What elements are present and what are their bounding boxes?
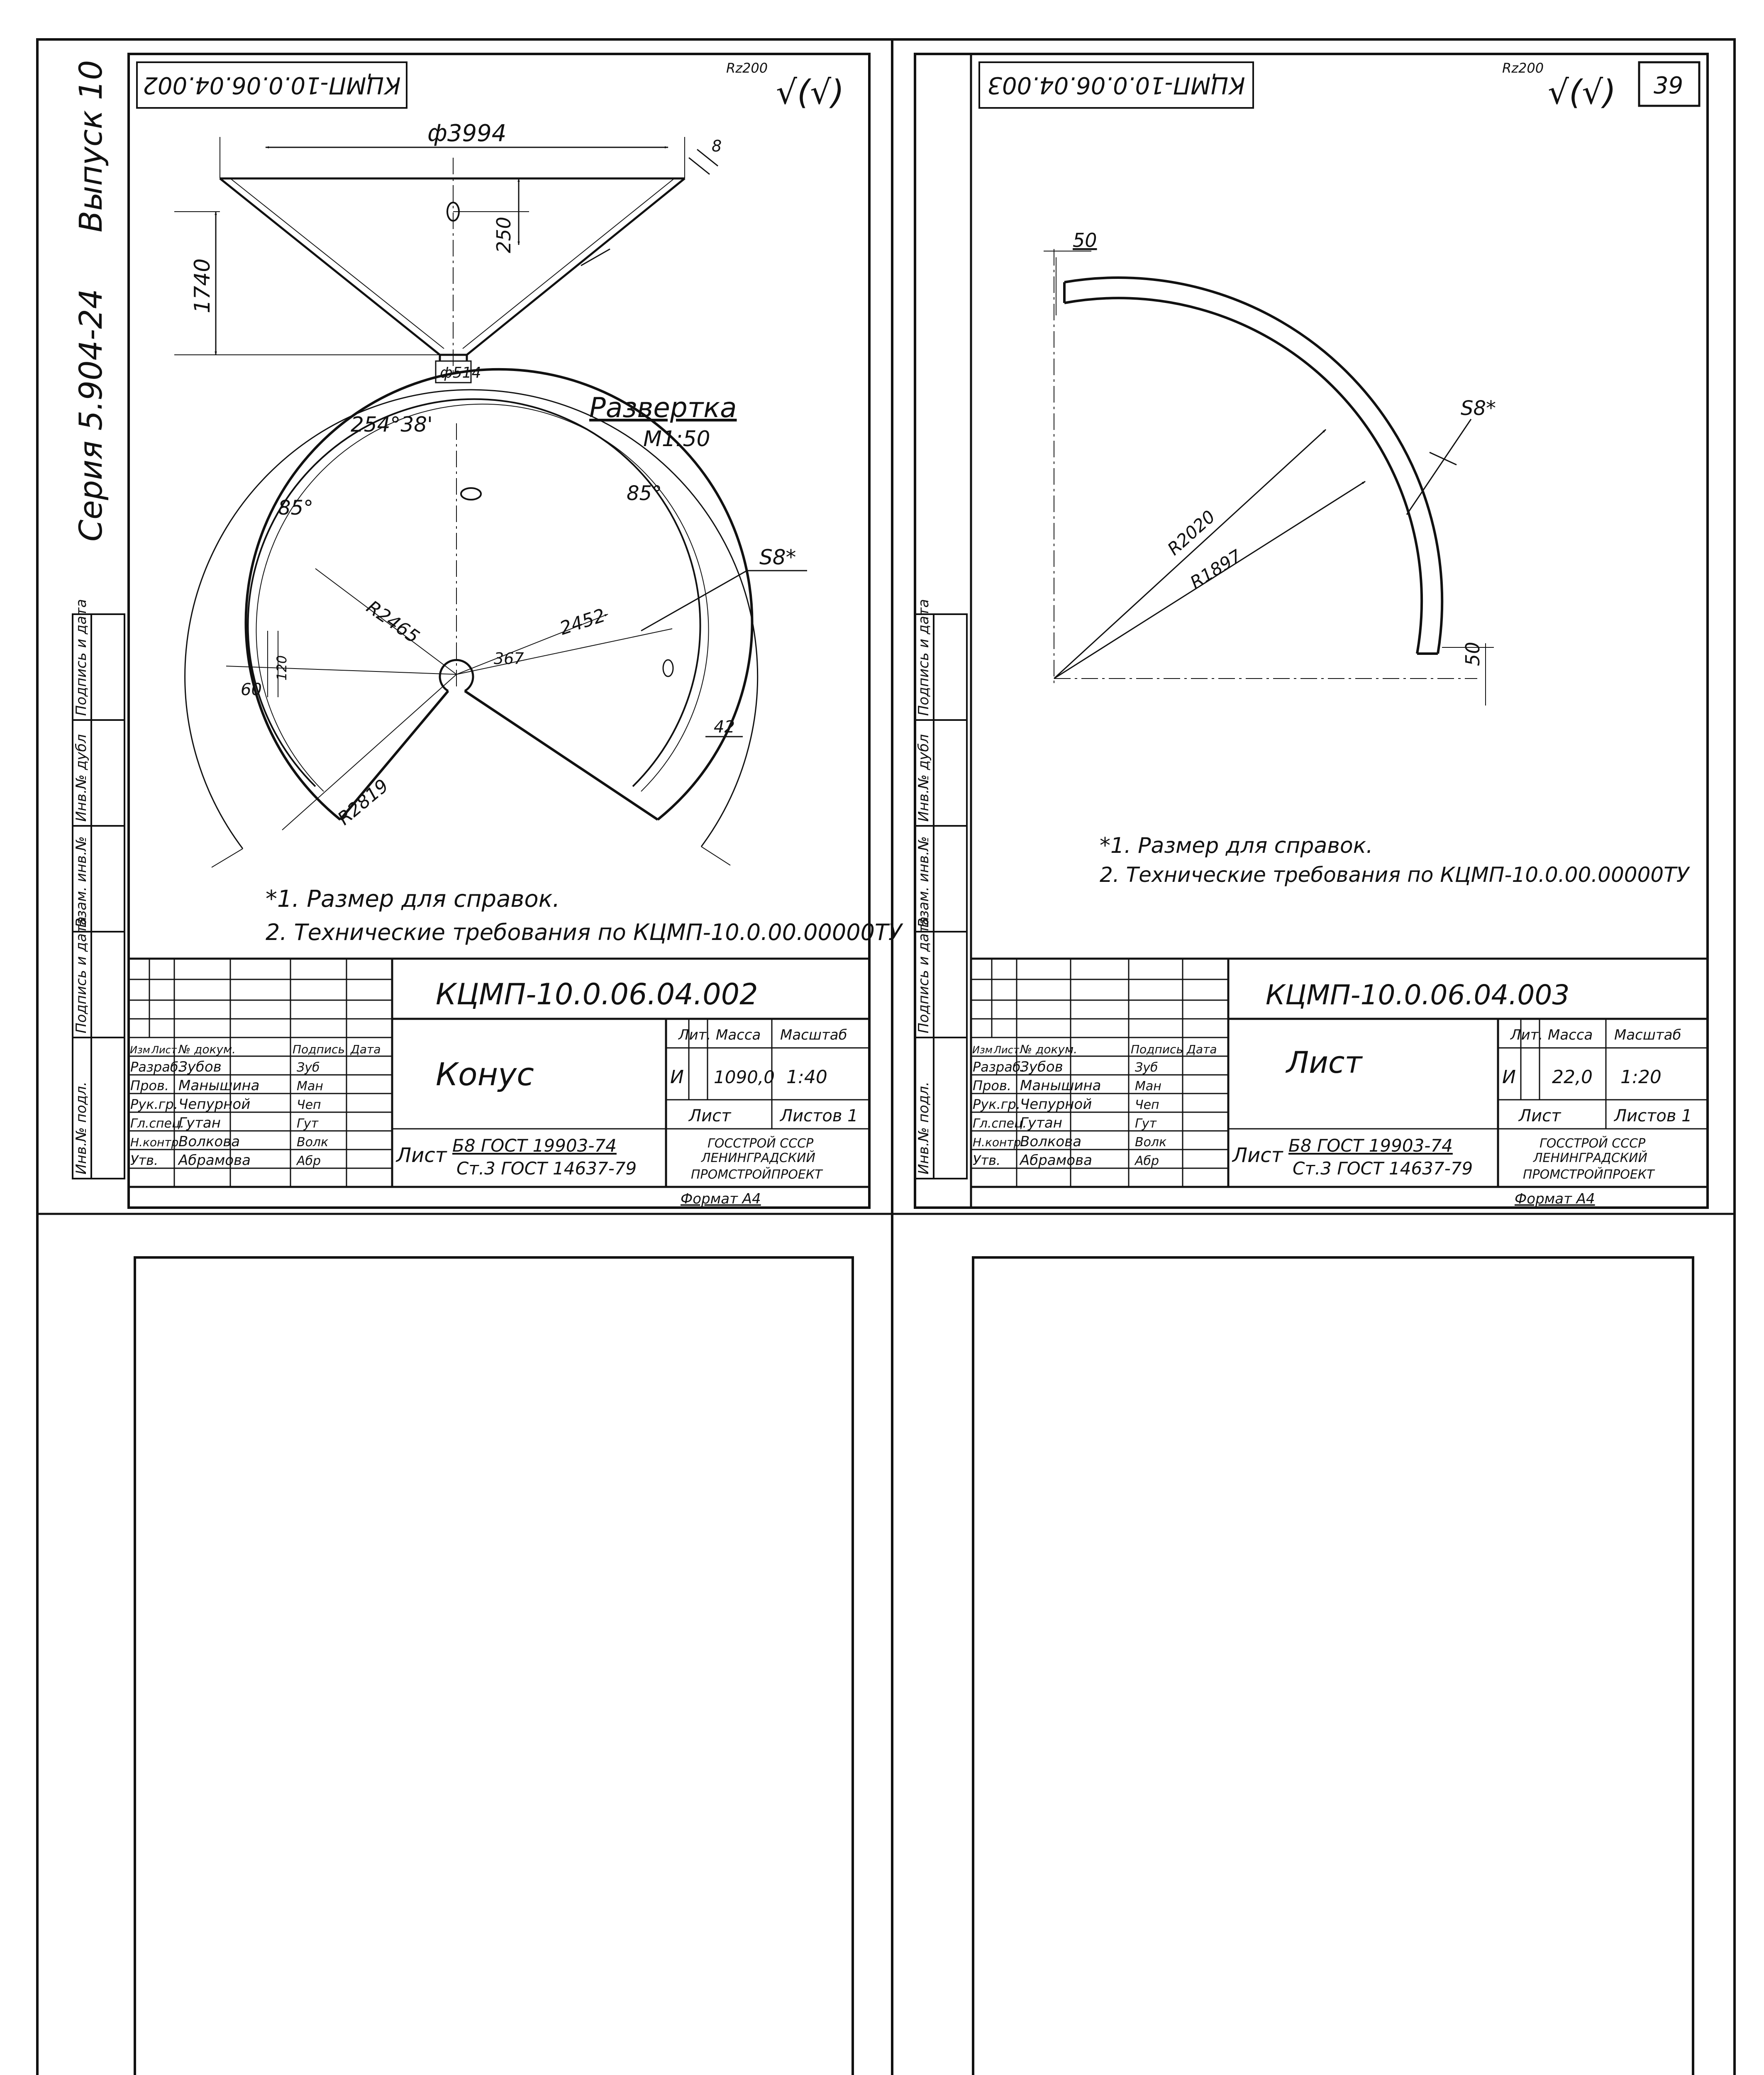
tb-signature: Волк	[297, 1135, 329, 1150]
tb-role: Н.контр.	[973, 1135, 1025, 1149]
tb-h-lit: Лит.	[1510, 1027, 1543, 1043]
tb-lit: И	[1502, 1067, 1516, 1088]
tb-signature: Ман	[1135, 1079, 1161, 1094]
tb-role: Гл.спец.	[973, 1116, 1027, 1131]
unfold-scale: М1:50	[643, 427, 710, 452]
tb-role: Рук.гр.	[973, 1096, 1021, 1112]
tb-signature: Гут	[297, 1116, 318, 1131]
note-1: *1. Размер для справок.	[1100, 833, 1373, 858]
tb-scale: 1:20	[1620, 1067, 1662, 1088]
unfold-view	[185, 369, 807, 867]
tb-col-head: Дата	[351, 1042, 381, 1056]
strip-cell-3: Взам. инв.№	[73, 836, 90, 928]
cone-thk: 8	[712, 137, 722, 155]
unfold-a1: 85°	[278, 496, 314, 520]
tb-code: КЦМП-10.0.06.04.002	[436, 977, 758, 1011]
unfold-angle: 254°38'	[351, 413, 433, 437]
tb-col-head: № докум.	[178, 1042, 236, 1056]
strip-cell-2: Инв.№ дубл	[73, 734, 90, 822]
mirrored-code: КЦМП-10.0.06.04.003	[987, 71, 1245, 99]
strip-cell-3: Взам. инв.№	[915, 836, 932, 928]
tb-role: Утв.	[130, 1152, 159, 1168]
tb-sheet: Лист	[1519, 1106, 1561, 1125]
roughness-mark: √(√)	[776, 73, 844, 112]
tb-signature: Гут	[1135, 1116, 1156, 1131]
tb-format: Формат А4	[1515, 1191, 1595, 1207]
tb-signature: Ман	[297, 1079, 323, 1094]
strip-cell-5: Инв.№ подл.	[915, 1081, 932, 1174]
strip-cell-4: Подпись и дата	[73, 916, 90, 1033]
tb-code: КЦМП-10.0.06.04.003	[1266, 979, 1570, 1011]
tb-col-head: Дата	[1187, 1042, 1217, 1056]
tb-name: Лист	[1286, 1045, 1362, 1080]
tb-role: Разраб.	[973, 1059, 1025, 1075]
unfold-d60: 60	[241, 680, 262, 699]
tb-org1: ГОССТРОЙ СССР	[1540, 1136, 1646, 1151]
arc-thk: S8*	[1461, 397, 1496, 420]
empty-sheet-left	[135, 1257, 853, 2075]
tb-mat1: Б8 ГОСТ 19903-74	[452, 1135, 617, 1156]
tb-signature: Волк	[1135, 1135, 1167, 1150]
mirrored-code: КЦМП-10.0.06.04.002	[143, 71, 401, 99]
page-number: 39	[1654, 72, 1683, 99]
unfold-r-small: 367	[494, 649, 524, 668]
tb-mat-prefix: Лист	[1232, 1144, 1283, 1167]
tb-staff-name: Манышина	[178, 1077, 260, 1094]
strip-cell-2: Инв.№ дубл	[915, 734, 932, 822]
tb-signature: Зуб	[1135, 1060, 1158, 1075]
arc-r-out: R2020	[1163, 506, 1219, 559]
right-sheet	[915, 54, 1708, 1208]
tb-role: Рук.гр.	[130, 1096, 178, 1112]
note-1: *1. Размер для справок.	[266, 886, 560, 913]
tb-staff-name: Абрамова	[1020, 1152, 1092, 1169]
tb-signature: Зуб	[297, 1060, 320, 1075]
tb-scale: 1:40	[786, 1067, 827, 1088]
tb-name: Конус	[436, 1056, 534, 1093]
tb-role: Пров.	[130, 1078, 169, 1094]
tb-staff-name: Волкова	[1020, 1133, 1082, 1150]
strip-cell-5: Инв.№ подл.	[73, 1081, 90, 1174]
cone-dia-top: ф3994	[427, 120, 507, 147]
roughness-label: Rz200	[726, 60, 768, 76]
tb-lit: И	[670, 1067, 684, 1088]
tb-mass: 1090,0	[714, 1067, 775, 1087]
roughness-label: Rz200	[1502, 60, 1544, 76]
tb-mass: 22,0	[1552, 1067, 1593, 1088]
roughness-mark: √(√)	[1548, 73, 1616, 112]
tb-signature: Абр	[297, 1154, 321, 1168]
tb-h-lit: Лит.	[678, 1027, 711, 1043]
mirrored-code-box	[137, 62, 407, 108]
tb-mat1: Б8 ГОСТ 19903-74	[1288, 1135, 1453, 1156]
unfold-r-out: R2819	[334, 775, 393, 830]
issue-label: Выпуск 10	[72, 60, 109, 232]
strip-cell-4: Подпись и дата	[915, 916, 932, 1033]
mirrored-code-box	[979, 62, 1253, 108]
tb-signature: Чеп	[1135, 1098, 1159, 1112]
tb-h-scale: Масштаб	[1614, 1027, 1681, 1043]
tb-staff-name: Зубов	[1020, 1059, 1063, 1075]
side-strip	[72, 60, 124, 1179]
tb-h-scale: Масштаб	[780, 1027, 847, 1043]
arc-w2: 50	[1461, 642, 1484, 666]
tb-signature: Чеп	[297, 1098, 321, 1112]
tb-staff-name: Гутан	[178, 1115, 221, 1131]
unfold-r-in: R2465	[362, 596, 423, 648]
tb-staff-name: Абрамова	[178, 1152, 251, 1169]
tb-role: Н.контр.	[130, 1135, 183, 1149]
series-label: Серия 5.904-24	[72, 288, 109, 542]
tb-mat2: Ст.3 ГОСТ 14637-79	[1293, 1158, 1473, 1179]
unfold-a2: 85°	[627, 482, 662, 505]
tb-mat2: Ст.3 ГОСТ 14637-79	[456, 1158, 637, 1179]
unfold-edge: 42	[714, 718, 735, 737]
tb-org1: ГОССТРОЙ СССР	[708, 1136, 814, 1151]
cone-dia-bottom: ф514	[440, 364, 481, 381]
unfold-thk: S8*	[759, 545, 796, 569]
tb-staff-name: Волкова	[178, 1133, 240, 1150]
empty-sheet-right	[973, 1257, 1693, 2075]
cone-view	[174, 137, 718, 383]
unfold-len: 2452	[557, 605, 608, 640]
tb-col-head: Изм	[972, 1044, 993, 1056]
tb-staff-name: Чепурной	[178, 1096, 251, 1113]
tb-mat-prefix: Лист	[396, 1144, 447, 1167]
arc-view	[1044, 249, 1494, 706]
tb-col-head: Лист	[994, 1044, 1019, 1056]
tb-staff-name: Чепурной	[1020, 1096, 1092, 1113]
sheet-frame	[37, 39, 1735, 2075]
tb-h-mass: Масса	[1548, 1027, 1593, 1043]
left-sheet	[129, 54, 903, 1208]
cone-height: 1740	[190, 258, 215, 313]
unfold-title: Развертка	[589, 392, 737, 424]
tb-org3: ПРОМСТРОЙПРОЕКТ	[1523, 1167, 1654, 1182]
tb-h-mass: Масса	[716, 1027, 761, 1043]
arc-r-in: R1897	[1186, 545, 1245, 593]
tb-role: Гл.спец.	[130, 1116, 184, 1131]
note-2: 2. Технические требования по КЦМП-10.0.00.00000ТУ	[266, 919, 902, 945]
tb-col-head: Подпись	[293, 1042, 345, 1056]
tb-org3: ПРОМСТРОЙПРОЕКТ	[691, 1167, 822, 1182]
tb-org2: ЛЕНИНГРАДСКИЙ	[1533, 1151, 1647, 1165]
tb-col-head: Лист	[151, 1044, 177, 1056]
arc-w1: 50	[1073, 229, 1097, 251]
tb-format: Формат А4	[681, 1191, 761, 1207]
tb-role: Утв.	[973, 1152, 1001, 1168]
tb-staff-name: Зубов	[178, 1059, 222, 1075]
tb-col-head: № докум.	[1020, 1042, 1078, 1056]
tb-sheets: Листов 1	[780, 1106, 858, 1125]
tb-role: Пров.	[973, 1078, 1011, 1094]
note-2: 2. Технические требования по КЦМП-10.0.00.00000ТУ	[1100, 863, 1689, 887]
tb-sheet: Лист	[689, 1106, 731, 1125]
tb-signature: Абр	[1135, 1154, 1159, 1168]
tb-org2: ЛЕНИНГРАДСКИЙ	[701, 1151, 815, 1165]
strip-cell-1: Подпись и дата	[73, 599, 90, 716]
tb-staff-name: Манышина	[1020, 1077, 1101, 1094]
tb-role: Разраб.	[130, 1059, 183, 1075]
strip-cell-1: Подпись и дата	[915, 599, 932, 716]
tb-col-head: Подпись	[1131, 1042, 1183, 1056]
tb-staff-name: Гутан	[1020, 1115, 1062, 1131]
tb-sheets: Листов 1	[1614, 1106, 1692, 1125]
tb-col-head: Изм	[130, 1044, 150, 1056]
cone-depth: 250	[493, 217, 515, 253]
unfold-d120: 120	[274, 655, 290, 681]
